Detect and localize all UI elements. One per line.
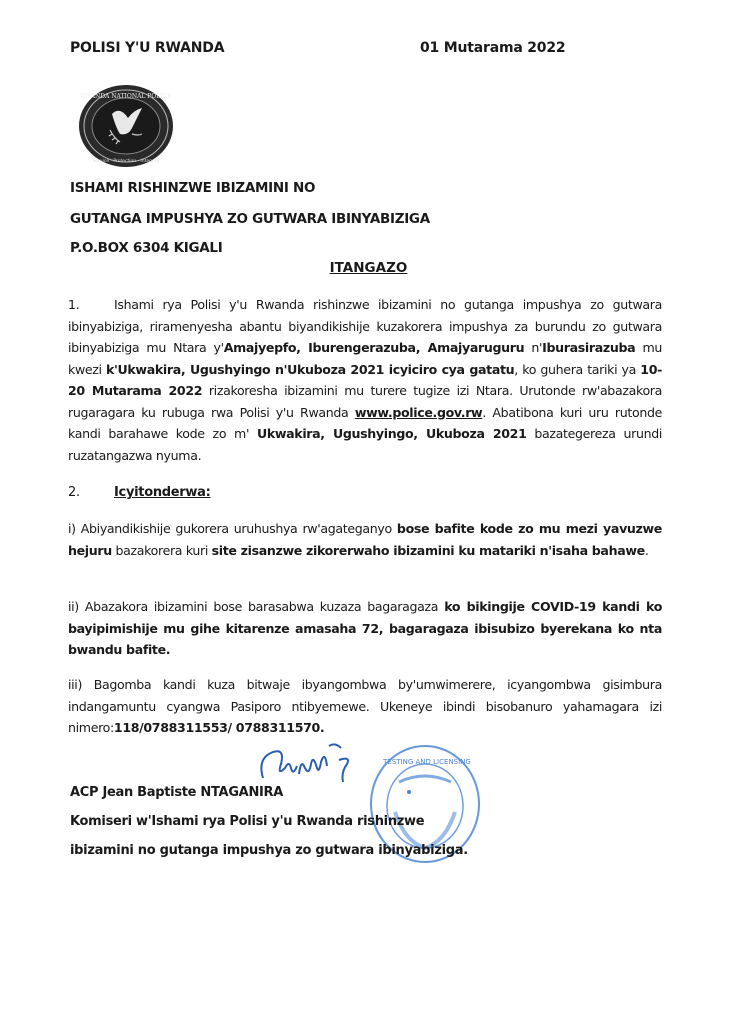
note-1-paragraph: i) Abiyandikishije gukorera uruhushya rw'agateganyo bose bafite kode zo mu mezi yavuzwe hejuru bazakorera kuri site zisanzwe zikorerwaho ibizamini ku matariki n'isaha bahawe. bbox=[68, 521, 662, 558]
section-2-heading: 2. Icyitonderwa: bbox=[68, 485, 211, 500]
svg-text:TESTING AND LICENSING: TESTING AND LICENSING bbox=[383, 758, 471, 766]
svg-text:Service · Protection · Integri: Service · Protection · Integrity bbox=[92, 159, 160, 164]
signatory-title-line-1: Komiseri w'Ishami rya Polisi y'u Rwanda rishinzwe bbox=[70, 814, 425, 829]
note-3-paragraph: iii) Bagomba kandi kuza bitwaje ibyangombwa by'umwimerere, icyangombwa gisimbura indangamuntu cyangwa Pasiporo ntibyemewe. Ukeneye ibindi bisobanuro yahamagara izi nimero:118/0788311553/ 0788311570. bbox=[68, 677, 662, 735]
police-website-link[interactable]: www.police.gov.rw bbox=[354, 404, 483, 420]
office-line-2: GUTANGA IMPUSHYA ZO GUTWARA IBINYABIZIGA bbox=[70, 211, 430, 227]
signature-icon bbox=[255, 738, 375, 788]
signatory-name: ACP Jean Baptiste NTAGANIRA bbox=[70, 785, 284, 800]
section-1-number: 1. bbox=[68, 297, 80, 312]
office-line-1: ISHAMI RISHINZWE IBIZAMINI NO bbox=[70, 180, 316, 196]
note-2-paragraph: ii) Abazakora ibizamini bose barasabwa kuzaza bagaragaza ko bikingije COVID-19 kandi ko bayipimishije mu gihe kitarenze amasaha 72, bagaragaza ibisubizo byerekana ko nta bwandu bafite. bbox=[68, 599, 662, 657]
police-emblem-icon bbox=[76, 84, 176, 168]
office-address: P.O.BOX 6304 KIGALI bbox=[70, 240, 223, 256]
announcement-title: ITANGAZO bbox=[329, 260, 408, 276]
section-1-paragraph: 1. Ishami rya Polisi y'u Rwanda rishinzwe ibizamini no gutanga impushya zo gutwara ibinyabiziga, riramenyesha abantu biyandikishije kuzakorera impushya za burundu zo gutwara ibinyabiziga mu Ntara y'Amajyepfo, Iburengerazuba, Amajyaruguru n'Iburasirazuba mu kwezi k'Ukwakira, Ugushyingo n'Ukuboza 2021 icyiciro cya gatatu, ko guhera tariki ya 10-20 Mutarama 2022 rizakoresha ibizamini mu turere tugize izi Ntara. Urutonde rw'abazakora rugaragara ku rubuga rwa Polisi y'u Rwanda www.police.gov.rw. Abatibona kuri uru rutonde kandi barahawe kode zo m' Ukwakira, Ugushyingo, Ukuboza 2021 bazategereza urundi ruzatangazwa nyuma. bbox=[68, 294, 662, 466]
organization-name: POLISI Y'U RWANDA bbox=[70, 40, 225, 56]
signatory-title-line-2: ibizamini no gutanga impushya zo gutwara ibinyabiziga. bbox=[70, 843, 468, 858]
svg-text:RWANDA NATIONAL POLICE: RWANDA NATIONAL POLICE bbox=[80, 93, 172, 100]
document-date: 01 Mutarama 2022 bbox=[420, 40, 566, 56]
